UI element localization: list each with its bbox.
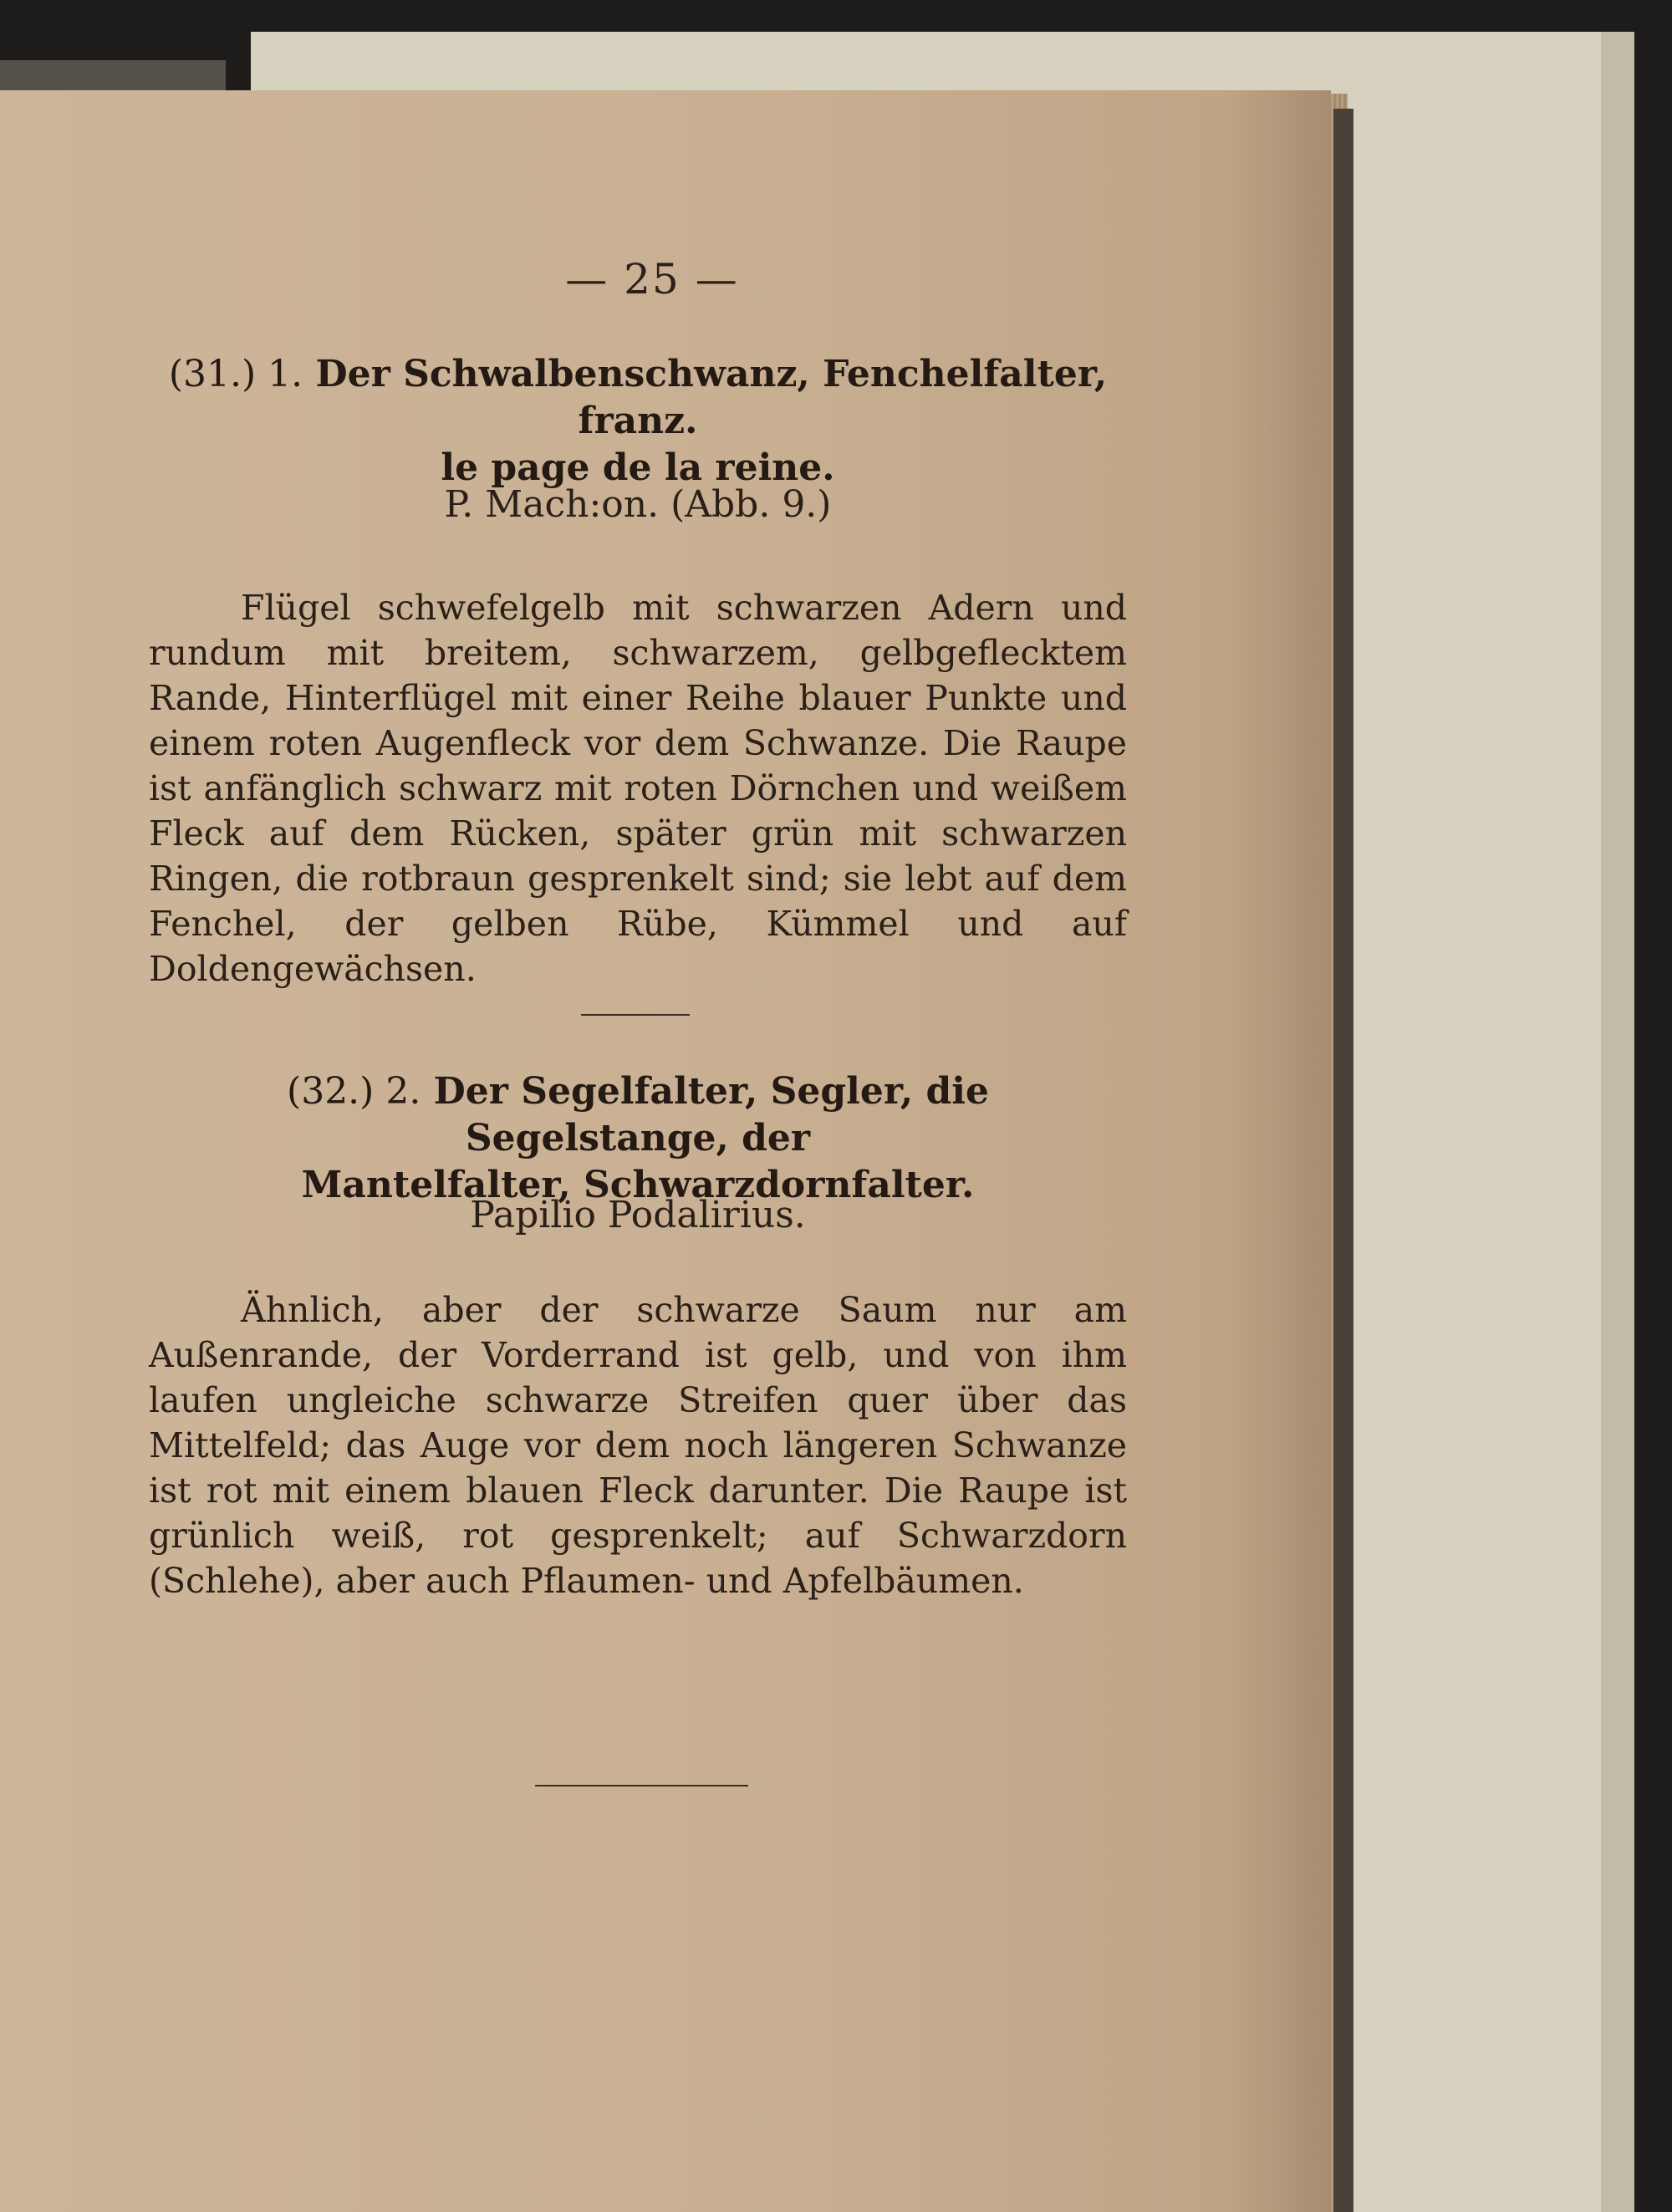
section-2-description: Ähnlich, aber der schwarze Saum nur am Außenrande, der Vorderrand ist gelb, und von ihm laufen ungleiche schwarze Streifen quer über das Mittelfeld; das Auge vor dem noch längeren Schwanze ist rot mit einem blauen Fleck darunter. Die Raupe ist grünlich weiß, rot gesprenkelt; auf Schwarzdorn (Schlehe), aber auch Pflaumen- und Apfelbäumen. <box>149 1290 1127 1601</box>
page-stack-shadow <box>1333 109 1353 2212</box>
section-1-number: (31.) 1. <box>168 353 303 395</box>
section-divider <box>581 1014 690 1016</box>
section-1-latin-name: P. Mach:on. (Abb. 9.) <box>444 483 832 526</box>
section-2-description-block <box>149 1287 1127 1603</box>
section-2-subtitle: Mantelfalter, Schwarzdornfalter. <box>301 1164 975 1206</box>
section-2-heading <box>149 1068 1127 1209</box>
section-2-number: (32.) 2. <box>287 1070 421 1113</box>
section-2-title: Der Segelfalter, Segler, die Segelstange, der <box>433 1070 989 1160</box>
end-rule <box>535 1785 748 1786</box>
section-1-description-block <box>149 585 1127 991</box>
section-1-heading <box>149 351 1127 492</box>
section-1-description: Flügel schwefelgelb mit schwarzen Adern und rundum mit breitem, schwarzem, gelbgeflecktem Rande, Hinterflügel mit einer Reihe blauer Punkte und einem roten Augenfleck vor dem Schwanze. Die Raupe ist anfänglich schwarz mit roten Dörnchen und weißem Fleck auf dem Rücken, später grün mit schwarzen Ringen, die rotbraun gesprenkelt sind; sie lebt auf dem Fenchel, der gelben Rübe, Kümmel und auf Doldengewächsen. <box>149 588 1127 989</box>
section-1-subtitle: le page de la reine. <box>441 446 835 489</box>
page-number: — 25 — <box>565 255 739 303</box>
background-board-edge <box>1601 32 1634 2212</box>
section-1-title: Der Schwalbenschwanz, Fenchelfalter, franz. <box>315 353 1108 442</box>
section-2-latin-name: Papilio Podalirius. <box>470 1194 806 1236</box>
